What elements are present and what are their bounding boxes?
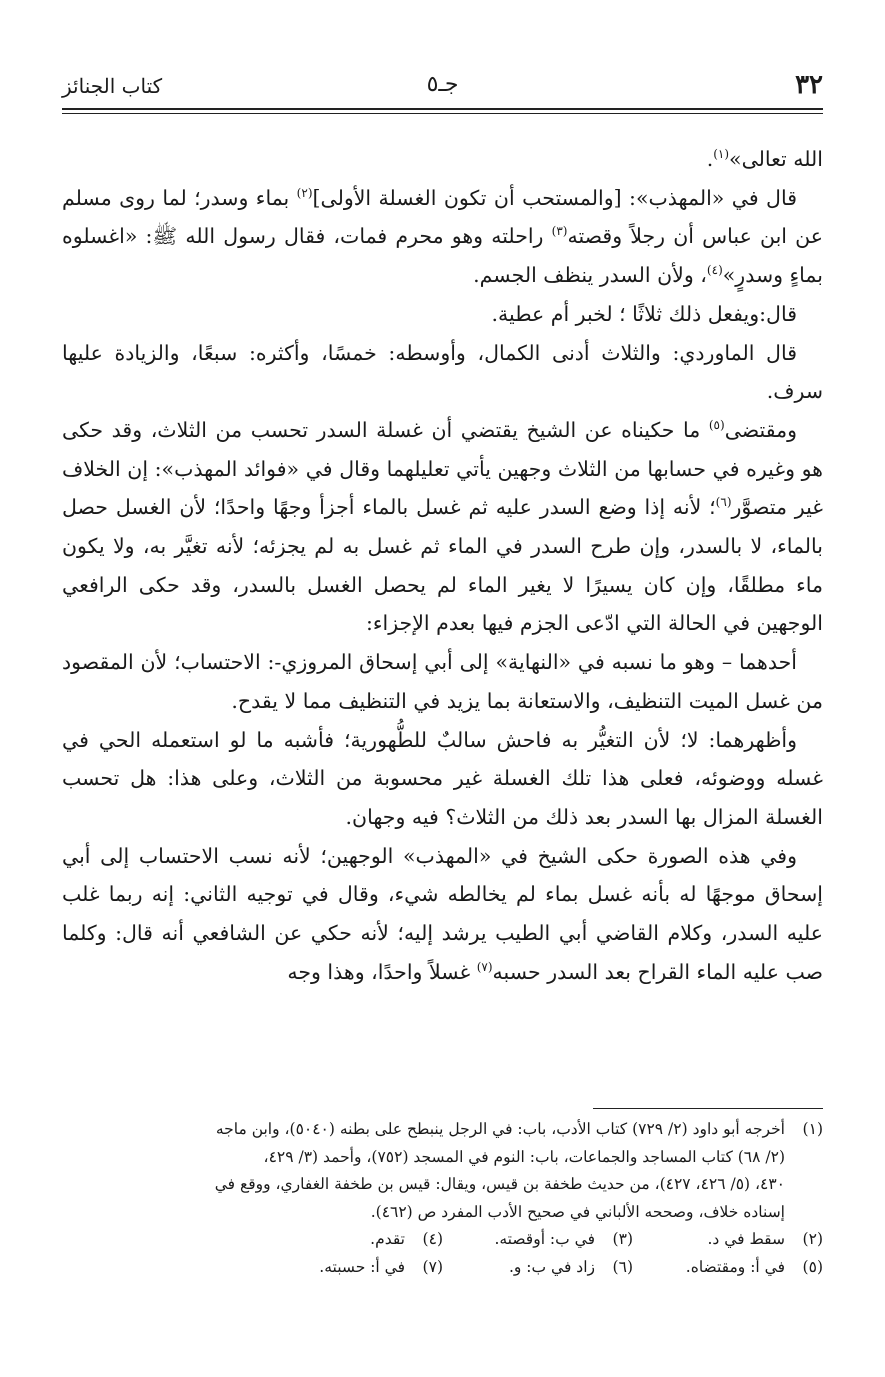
footnote-ref-2: (٢)	[296, 185, 313, 200]
footnote-1-line-4: إسناده خلاف، وصححه الألباني في صحيح الأدب المفرد ص (٤٦٢).	[370, 1202, 785, 1221]
footnote-number: (١)	[802, 1120, 823, 1138]
footnote-6: (٦)زاد في ب: و.	[508, 1257, 633, 1276]
footnote-1-line-2: (٢/ ٦٨) كتاب المساجد والجماعات، باب: النوم في المسجد (٧٥٢)، وأحمد (٣/ ٤٢٩،	[263, 1147, 785, 1166]
footnote-ref-1: (١)	[713, 147, 730, 162]
paragraph-7: وأظهرهما: لا؛ لأن التغيُّر به فاحش سالبٌ للطُّهورية؛ فأشبه ما لو استعمله الحي في غسله ووضوئه، فعلى هذا تلك الغسلة غير محسوبة من الثلاث، وعلى هذا: هل تحسب الغسلة المزال بها السدر بعد ذلك من الثلاث؟ فيه وجهان.	[62, 727, 823, 829]
running-header	[62, 70, 823, 104]
footnote-row-2	[62, 1254, 823, 1282]
footnote-row-1	[62, 1226, 823, 1254]
footnote-1: (١)أخرجه أبو داود (٢/ ٧٢٩) كتاب الأدب، باب: في الرجل ينبطح على بطنه (٥٠٤٠)، وابن ماجه	[62, 1116, 823, 1144]
header-rule-thin	[62, 113, 823, 114]
volume-label: جـ٥	[426, 72, 459, 97]
paragraph-8: وفي هذه الصورة حكى الشيخ في «المهذب» الوجهين؛ لأنه نسب الاحتساب إلى أبي إسحاق موجهًا له بأنه غسل بماء لم يخالطه شيء، وقال في توجيه الثاني: إنه ربما غلب عليه السدر، وكلام القاضي أبي الطيب يرشد إليه؛ لأنه حكي عن الشافعي أنه قال: وكلما صب عليه الماء القراح بعد السدر حسبه$^{(٧)}$ غسلاً واحدًا، وهذا وجه	[62, 843, 823, 984]
footnote-1-line-3: ٤٣٠، (٥/ ٤٢٦، ٤٢٧)، من حديث طخفة بن قيس، ويقال: قيس بن طخفة الغفاري، ووقع في	[214, 1175, 785, 1193]
paragraph-6: أحدهما – وهو ما نسبه في «النهاية» إلى أبي إسحاق المروزي-: الاحتساب؛ لأن المقصود من غسل الميت التنظيف، والاستعانة بما يزيد في التنظيف مما لا يقدح.	[62, 650, 823, 713]
paragraph-4: قال الماوردي: والثلاث أدنى الكمال، وأوسطه: خمسًا، وأكثره: سبعًا، والزيادة عليها سرف.	[62, 340, 823, 404]
footnotes	[62, 1116, 823, 1281]
paragraph-5: ومقتضى$^{(٥)}$ ما حكيناه عن الشيخ يقتضي أن غسلة السدر تحسب من الثلاث، وقد حكى هو وغيره في حسابها من الثلاث وجهين يأتي تعليلهما وقال في «فوائد المهذب»: إن الخلاف غير متصوَّر$^{(٦)}$؛ لأنه إذا وضع السدر عليه ثم غسل بالماء أجزأ وجهًا واحدًا؛ لأن الغسل حصل بالماء، لا بالسدر، وإن طرح السدر في الماء ثم غسل به لم يجزئه؛ لأنه تغيَّر به، ولا يكون ماء مطلقًا، وإن كان يسيرًا لا يغير الماء لم يحصل الغسل بالسدر، وقد حكى الرافعي الوجهين في الحالة التي ادّعى الجزم فيها بعدم الإجزاء:	[62, 417, 823, 636]
footnote-5: (٥)في أ: ومقتضاه.	[685, 1257, 823, 1276]
paragraph-1: الله تعالى»$^{(١)}$.	[706, 147, 823, 171]
footnote-separator	[593, 1108, 823, 1109]
footnote-4: (٤)تقدم.	[370, 1230, 443, 1248]
footnote-ref-5: (٥)	[708, 418, 725, 433]
header-rule-thick	[62, 108, 823, 110]
footnote-3: (٣)في ب: أوقصته.	[494, 1230, 633, 1248]
footnote-7: (٧)في أ: حسبته.	[319, 1257, 443, 1276]
paragraph-2: قال في «المهذب»: [والمستحب أن تكون الغسلة الأولى]$^{(٢)}$ بماء وسدر؛ لما روى مسلم عن ابن عباس أن رجلاً وقصته$^{(٣)}$ راحلته وهو محرم فمات، فقال رسول الله ﷺ: «اغسلوه بماءٍ وسدرٍ»$^{(٤)}$، ولأن السدر ينظف الجسم.	[62, 185, 823, 288]
book-title: كتاب الجنائز	[62, 74, 163, 98]
page-number: ٣٢	[795, 70, 823, 100]
paragraph-3: قال:ويفعل ذلك ثلاثًا ؛ لخبر أم عطية.	[491, 301, 797, 326]
footnote-ref-3: (٣)	[551, 224, 568, 239]
footnote-2: (٢)سقط في د.	[707, 1230, 823, 1248]
footnote-ref-4: (٤)	[706, 263, 723, 278]
footnote-ref-6: (٦)	[715, 495, 732, 510]
main-text	[62, 140, 823, 991]
footnote-ref-7: (٧)	[476, 959, 493, 974]
